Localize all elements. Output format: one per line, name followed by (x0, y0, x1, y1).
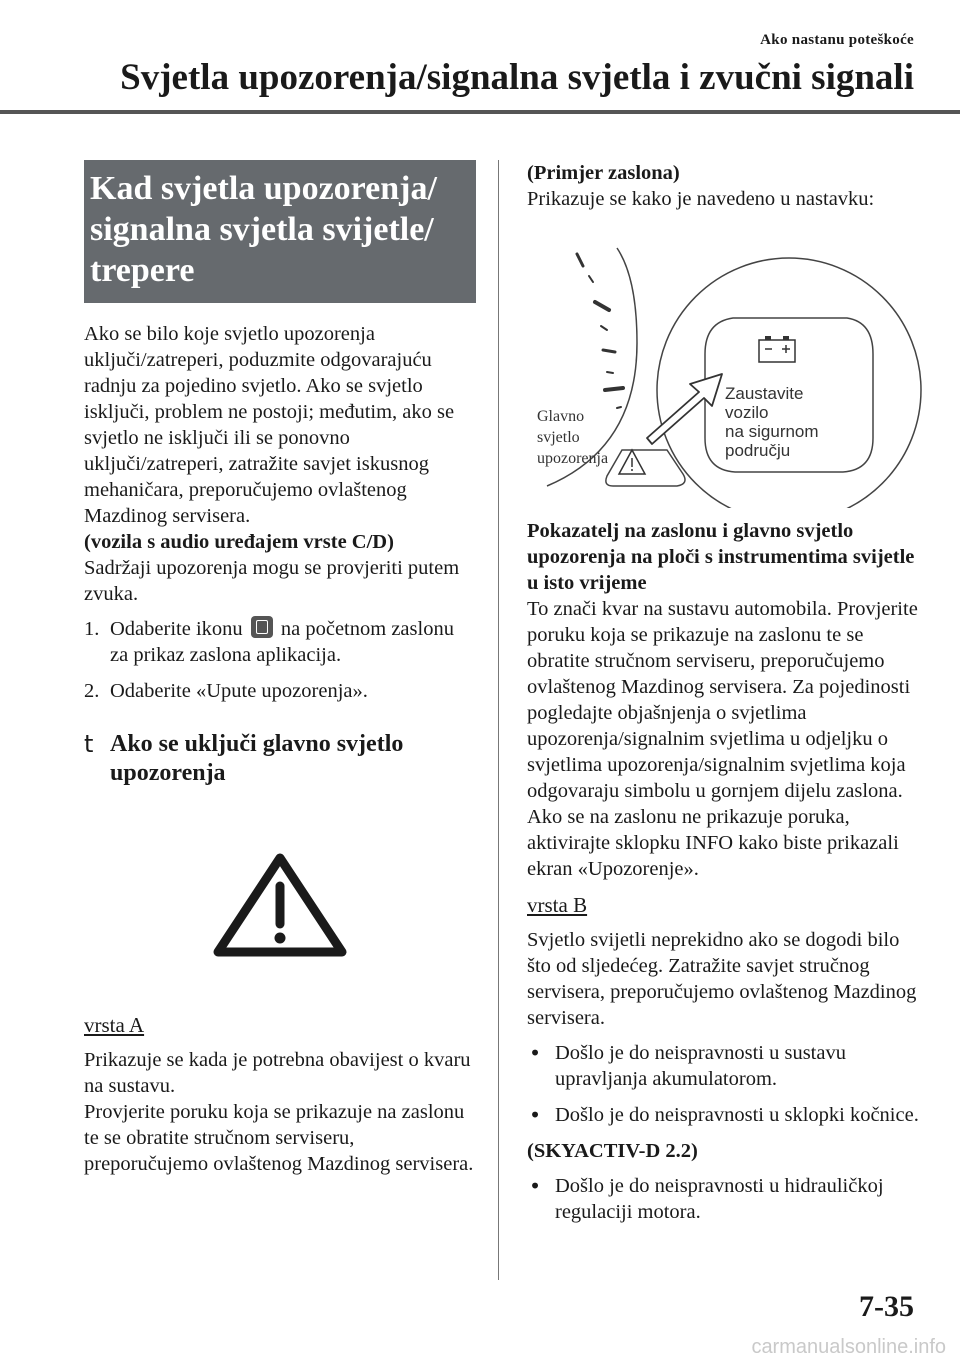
step-number: 1. (84, 618, 100, 640)
message-line: vozilo (725, 403, 769, 422)
bullet-dot: • (529, 1174, 542, 1198)
step-item (84, 616, 476, 668)
example-title: (Primjer zaslona) (527, 162, 680, 184)
header-rule (0, 110, 960, 114)
step-text: Odaberite «Upute upozorenja». (110, 680, 368, 702)
section-title: Kad svjetla upozorenja/ signalna svjetla svijetle/ trepere (84, 160, 476, 303)
bullet-text: Došlo je do neispravnosti u sklopki kočnice. (555, 1104, 919, 1126)
right-column (527, 160, 922, 1235)
intro-paragraph: Ako se bilo koje svjetlo upozorenja uključi/zatreperi, poduzmite odgovarajuću radnju za pojedino svjetlo. Ako se svjetlo isključi, problem ne postoji; međutim, ako se svjetlo ne isključi ili se ponovno uključi/zatreperi, zatražite savjet iskusnog mehaničara, preporučujemo ovlaštenog Mazdinog servisera. (84, 323, 455, 527)
bullet-text: Došlo je do neispravnosti u sustavu upravljanja akumulatorom. (555, 1042, 846, 1090)
type-b-text: Svjetlo svijetli neprekidno ako se dogodi bilo što od sljedećeg. Zatražite savjet stručnog servisera, preporučujemo ovlaštenog Mazdinog servisera. (527, 929, 917, 1029)
type-a-label: vrsta A (84, 1013, 145, 1037)
step-number: 2. (84, 680, 100, 702)
column-divider (498, 160, 499, 1280)
bullet-dot: • (529, 1041, 542, 1065)
app-icon (251, 616, 273, 638)
steps-list (84, 616, 476, 704)
subheading-text: Ako se uključi glavno svjetlo upozorenja (110, 731, 404, 786)
explanation-paragraph: To znači kvar na sustavu automobila. Provjerite poruku koja se prikazuje na zaslonu te se obratite stručnom serviseru, preporučujemo ovlaštenog Mazdinog servisera. Za pojedinosti pogledajte objašnjenja o svjetlima upozorenja/signalnim svjetlima u odjeljku o svjetlima upozorenja/signalnim svjetlima koja odgovaraju simbolu u gornjem dijelu zaslona. Ako se na zaslonu ne prikazuje poruka, aktivirajte sklopku INFO kako biste prikazali ekran «Upozorenje». (527, 598, 918, 880)
bold-heading: Pokazatelj na zaslonu i glavno svjetlo upozorenja na ploči s instrumentima svijetle u isto vrijeme (527, 520, 915, 594)
type-a-text-2: Provjerite poruku koja se prikazuje na zaslonu te se obratite stručnom serviseru, preporučujemo ovlaštenog Mazdinog servisera. (84, 1101, 474, 1175)
master-warning-icon (619, 450, 645, 474)
watermark: carmanualsonline.info (751, 1336, 946, 1358)
main-warning-label (537, 406, 608, 469)
bullet-list (527, 1040, 922, 1128)
type-a-text: Prikazuje se kada je potrebna obavijest o kvaru na sustavu. (84, 1049, 471, 1097)
header-title: Svjetla upozorenja/signalna svjetla i zvučni signali (120, 57, 914, 98)
display-message (725, 384, 819, 460)
label-line: Glavno (537, 408, 585, 425)
type-b-label: vrsta B (527, 893, 588, 917)
step-item (84, 678, 476, 704)
bullet-dot: • (529, 1103, 542, 1127)
bullet-list-2 (527, 1173, 922, 1225)
label-line: svjetlo (537, 429, 580, 446)
left-column (84, 160, 476, 1177)
step-text-before: Odaberite ikonu (110, 618, 243, 640)
step-text (110, 616, 476, 668)
page-number: 7-35 (859, 1290, 914, 1323)
message-line: području (725, 441, 791, 460)
subheading (84, 730, 476, 788)
subheading-marker: t (84, 730, 94, 758)
skyactiv-label: (SKYACTIV-D 2.2) (527, 1140, 698, 1162)
display-diagram (527, 218, 922, 508)
bullet-item (527, 1102, 922, 1128)
label-line: upozorenja (537, 450, 609, 467)
audio-text: Sadržaji upozorenja mogu se provjeriti putem zvuka. (84, 557, 460, 605)
step-text-after: na početnom zaslonu za prikaz zaslona aplikacija. (110, 618, 454, 666)
audio-note: (vozila s audio uređajem vrste C/D) (84, 531, 394, 553)
gauge-ticks (577, 254, 623, 408)
battery-icon (759, 336, 795, 362)
message-line: Zaustavite (725, 384, 804, 403)
message-line: na sigurnom (725, 422, 819, 441)
warning-triangle-icon (210, 848, 350, 960)
bullet-text: Došlo je do neispravnosti u hidrauličkoj regulaciji motora. (555, 1175, 884, 1223)
bullet-item (527, 1173, 922, 1225)
bullet-item (527, 1040, 922, 1092)
example-text: Prikazuje se kako je navedeno u nastavku: (527, 188, 875, 210)
header-subtitle: Ako nastanu poteškoće (760, 32, 914, 48)
